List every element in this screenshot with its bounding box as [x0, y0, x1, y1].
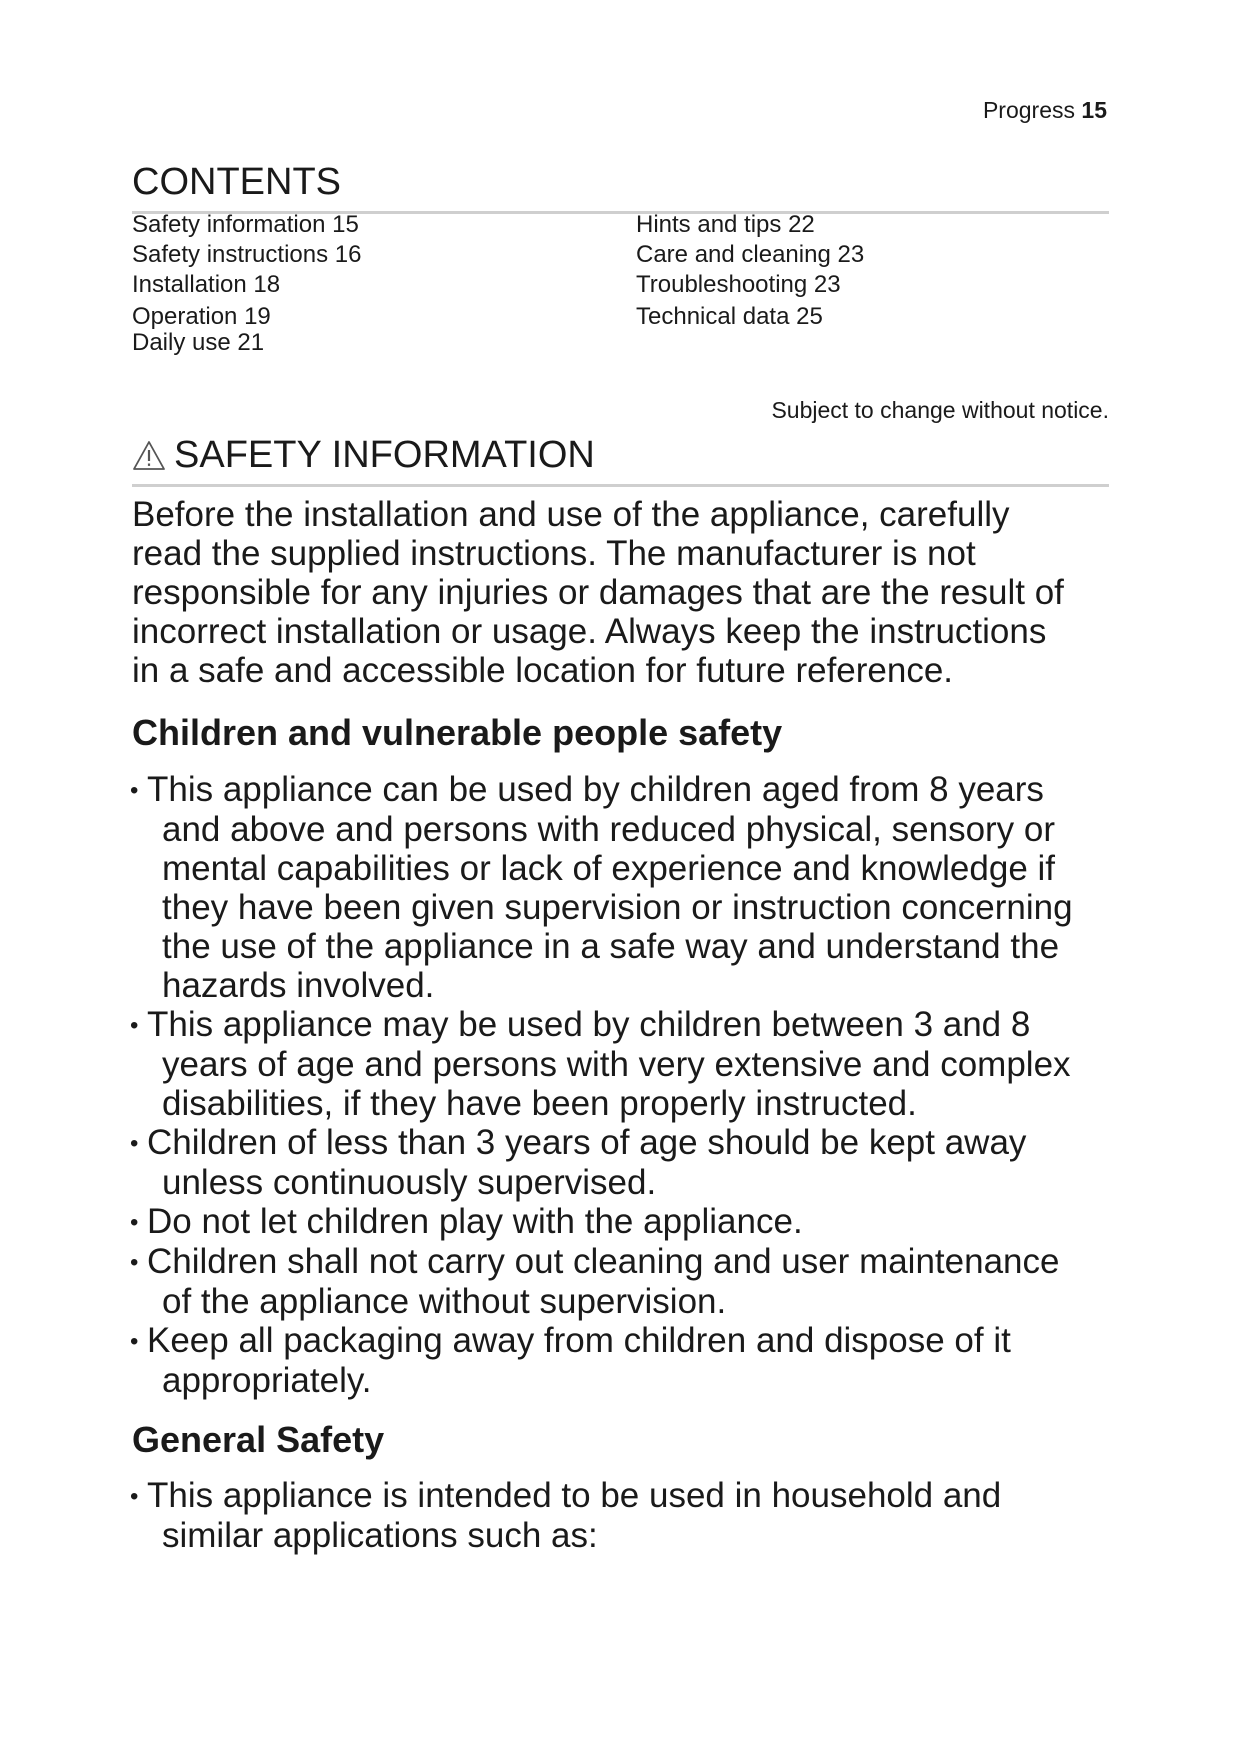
item-line: Children shall not carry out cleaning and user maintenance	[147, 1242, 1060, 1281]
paragraph-line: Before the installation and use of the appliance, carefully	[132, 495, 1010, 534]
paragraph-line: in a safe and accessible location for future reference.	[132, 651, 954, 690]
item-line: hazards involved.	[162, 966, 435, 1005]
toc-item[interactable]: Safety instructions 16	[132, 241, 362, 268]
item-line: they have been given supervision or instruction concerning	[162, 888, 1073, 927]
header-section-name: Progress	[982, 97, 1076, 123]
list-item	[130, 1202, 1130, 1242]
bullet-dot: •	[130, 1249, 139, 1276]
item-line: of the appliance without supervision.	[162, 1282, 727, 1321]
paragraph-line: responsible for any injuries or damages that are the result of	[132, 573, 1064, 612]
bullet-dot: •	[130, 1130, 139, 1157]
toc-item[interactable]: Technical data 25	[636, 303, 823, 330]
toc-item[interactable]: Troubleshooting 23	[636, 271, 841, 298]
item-line: This appliance may be used by children between 3 and 8	[147, 1005, 1031, 1044]
bullet-dot: •	[130, 1483, 139, 1510]
item-line: disabilities, if they have been properly instructed.	[162, 1084, 917, 1123]
list-item	[130, 1476, 1130, 1555]
bullet-dot: •	[130, 777, 139, 804]
bullet-dot: •	[130, 1012, 139, 1039]
bullet-dot: •	[130, 1209, 139, 1236]
item-line: the use of the appliance in a safe way and understand the	[162, 927, 1060, 966]
item-line: Keep all packaging away from children and dispose of it	[147, 1321, 1011, 1360]
list-item	[130, 770, 1130, 1005]
toc-item[interactable]: Operation 19	[132, 303, 271, 330]
item-line: unless continuously supervised.	[162, 1163, 657, 1202]
contents-title: CONTENTS	[132, 160, 1109, 214]
item-line: mental capabilities or lack of experience and knowledge if	[162, 849, 1056, 888]
list-item	[130, 1242, 1130, 1321]
safety-title-text: SAFETY INFORMATION	[174, 434, 595, 476]
item-line: years of age and persons with very extensive and complex	[162, 1045, 1071, 1084]
toc-item[interactable]: Installation 18	[132, 271, 281, 298]
children-safety-list	[130, 770, 1130, 1400]
list-item	[130, 1123, 1130, 1202]
paragraph-line: incorrect installation or usage. Always keep the instructions	[132, 612, 1047, 651]
item-line: Children of less than 3 years of age should be kept away	[147, 1123, 1027, 1162]
safety-intro-paragraph	[132, 495, 1122, 690]
toc-item[interactable]: Daily use 21	[132, 329, 265, 356]
item-line: and above and persons with reduced physical, sensory or	[162, 810, 1056, 849]
bullet-dot: •	[130, 1328, 139, 1355]
item-line: This appliance is intended to be used in household and	[147, 1476, 1002, 1515]
change-notice: Subject to change without notice.	[771, 397, 1109, 423]
item-line: similar applications such as:	[162, 1516, 598, 1555]
item-line: This appliance can be used by children aged from 8 years	[147, 770, 1044, 809]
toc-item[interactable]: Hints and tips 22	[636, 211, 815, 238]
toc-item[interactable]: Care and cleaning 23	[636, 241, 865, 268]
general-safety-heading: General Safety	[132, 1419, 385, 1460]
toc-column-left	[132, 210, 361, 358]
paragraph-line: read the supplied instructions. The manufacturer is not	[132, 534, 976, 573]
warning-triangle-icon	[132, 440, 166, 471]
item-line: appropriately.	[162, 1361, 372, 1400]
general-safety-list	[130, 1476, 1130, 1555]
toc-column-right	[636, 210, 864, 332]
running-header	[983, 96, 1107, 124]
page-number: 15	[1081, 97, 1107, 123]
safety-information-title	[132, 433, 1109, 487]
children-safety-heading: Children and vulnerable people safety	[132, 712, 783, 753]
list-item	[130, 1005, 1130, 1123]
item-line: Do not let children play with the appliance.	[147, 1202, 803, 1241]
toc-item[interactable]: Safety information 15	[132, 211, 359, 238]
list-item	[130, 1321, 1130, 1400]
